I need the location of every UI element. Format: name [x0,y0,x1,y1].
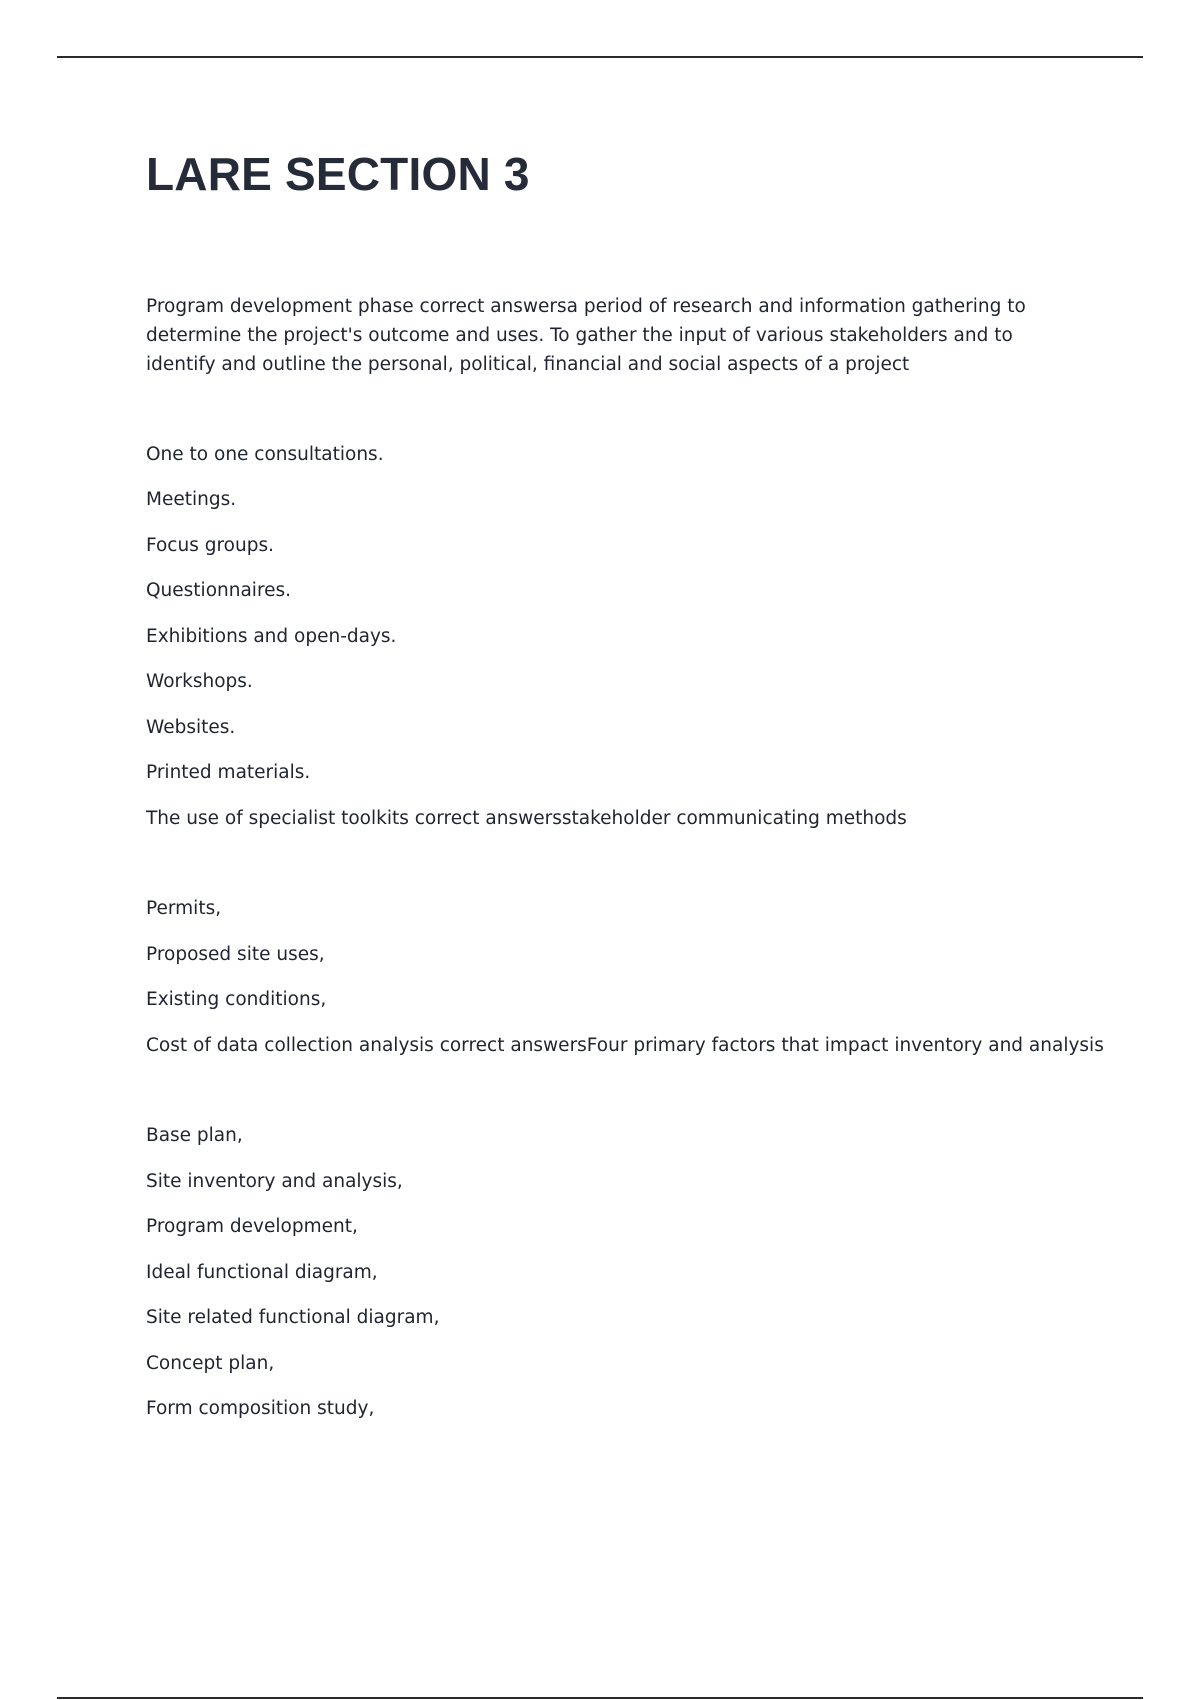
list-item: Workshops. [146,671,253,692]
list-item: Site inventory and analysis, [146,1171,403,1192]
list-item: Ideal functional diagram, [146,1262,378,1283]
list-item: Site related functional diagram, [146,1307,440,1328]
intro-paragraph: Program development phase correct answersa period of research and information gathering to determine the project's outcome and uses. To gather the input of various stakeholders and to identify and outline the personal, political, financial and social aspects of a project [146,296,1026,375]
document-title: LARE SECTION 3 [146,148,530,200]
list-item: Concept plan, [146,1353,275,1374]
header-rule [57,56,1143,58]
list-item: Meetings. [146,489,237,510]
list-item: The use of specialist toolkits correct answersstakeholder communicating methods [146,808,907,829]
list-item: Focus groups. [146,535,274,556]
list-item: Questionnaires. [146,580,292,601]
list-item: Printed materials. [146,762,311,783]
list-item: One to one consultations. [146,444,384,465]
list-item: Permits, [146,898,222,919]
list-item: Form composition study, [146,1398,375,1419]
list-item: Websites. [146,717,236,738]
footer-rule [57,1697,1143,1699]
list-item: Base plan, [146,1125,243,1146]
list-item: Cost of data collection analysis correct answersFour primary factors that impact inventory and analysis [146,1035,1104,1056]
list-item: Exhibitions and open-days. [146,626,397,647]
list-item: Program development, [146,1216,358,1237]
list-item: Proposed site uses, [146,944,325,965]
list-item: Existing conditions, [146,989,327,1010]
